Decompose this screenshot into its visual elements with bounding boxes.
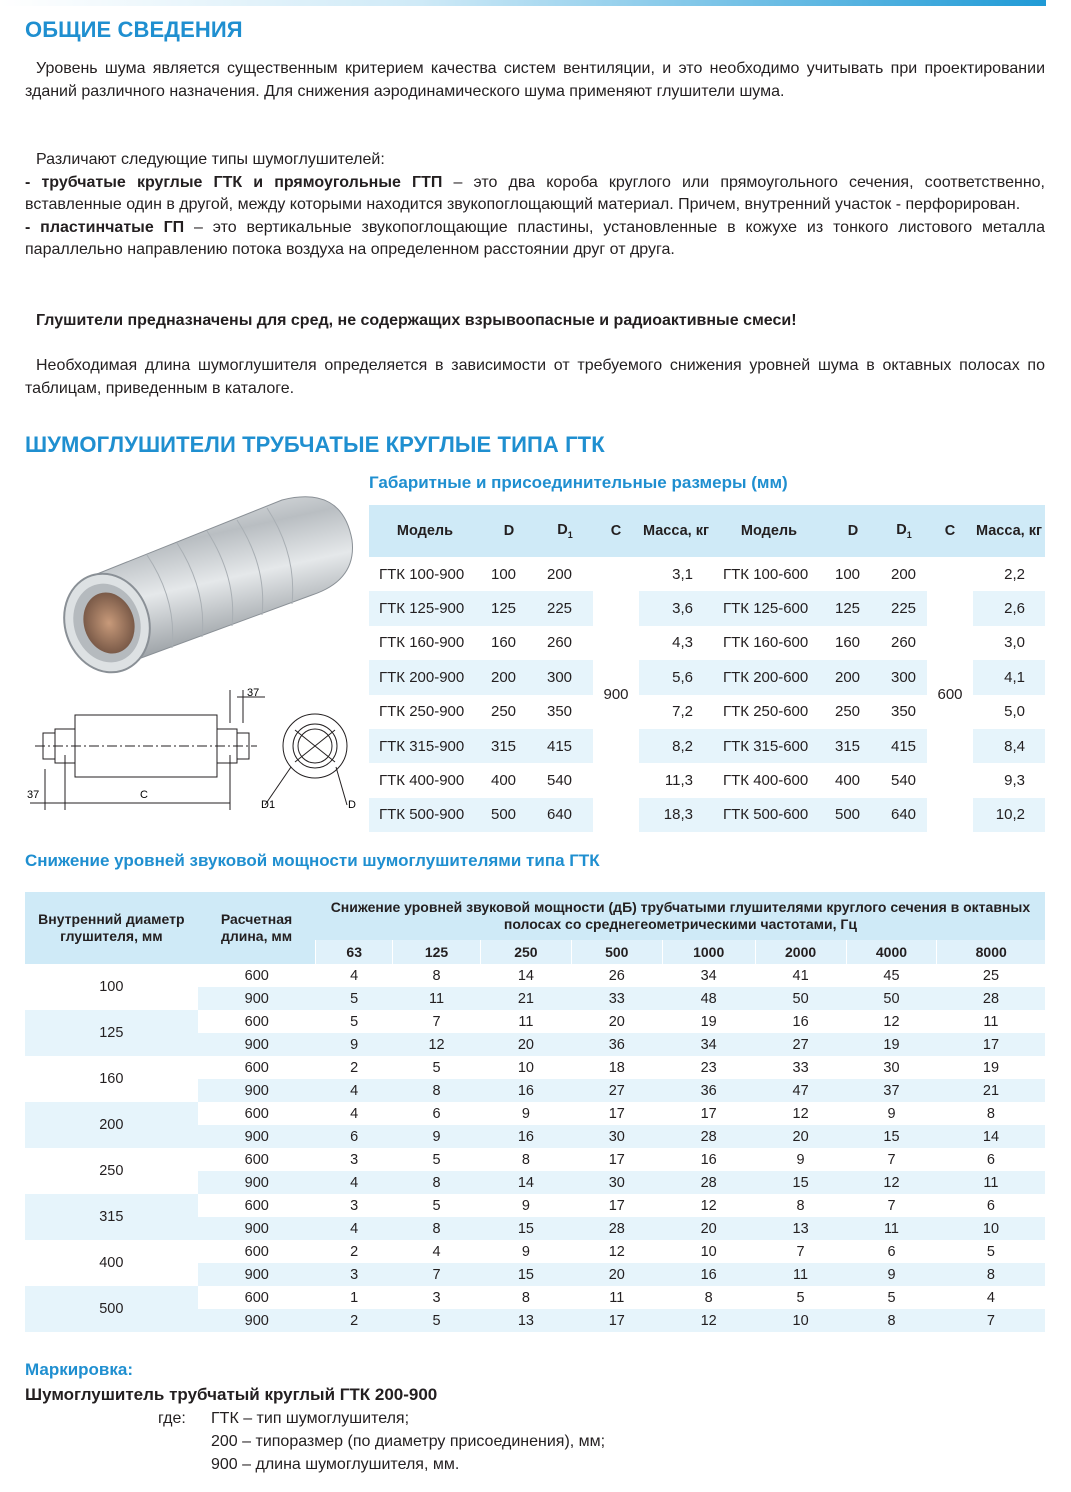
cell-value: 9 bbox=[316, 1033, 393, 1056]
cell-length: 900 bbox=[198, 1125, 316, 1148]
cell-value: 28 bbox=[662, 1171, 755, 1194]
cell-value: 7 bbox=[393, 1263, 481, 1286]
cell-length: 600 bbox=[244, 1105, 269, 1122]
cell-value: 5 bbox=[432, 1151, 441, 1168]
dim-table-header bbox=[369, 505, 1045, 557]
cell-model: ГТК 100-900 bbox=[379, 565, 465, 583]
noise-table-title: Снижение уровней звуковой мощности шумоглушителями типа ГТК bbox=[25, 851, 600, 870]
cell-value: 9 bbox=[887, 1105, 896, 1122]
cell-value: 28 bbox=[662, 1125, 755, 1148]
noise-table-row bbox=[25, 1240, 1045, 1263]
cell-value: 4 bbox=[316, 1217, 393, 1240]
header-d1: $D_1$ bbox=[537, 505, 593, 557]
marking-example: Шумоглушитель трубчатый круглый ГТК 200-900 bbox=[25, 1385, 438, 1404]
cell-value: 9 bbox=[521, 1243, 530, 1260]
cell-value: 9 bbox=[521, 1105, 530, 1122]
cell-diameter: 315 bbox=[25, 1194, 198, 1240]
cell-diameter: 200 bbox=[25, 1102, 198, 1148]
cell-model: ГТК 250-900 bbox=[379, 703, 465, 721]
intro-paragraph: Уровень шума является существенным критерием качества систем вентиляции, и это необходимо учитывать при проектировании зданий различного назначения. Для снижения аэродинамического шума применяют глушители шума. bbox=[25, 60, 1045, 100]
cell-value: 7 bbox=[887, 1197, 896, 1214]
cell-value: 30 bbox=[571, 1125, 662, 1148]
cell-value: 36 bbox=[662, 1079, 755, 1102]
cell-d1-2: 640 bbox=[881, 798, 927, 832]
cell-value: 6 bbox=[986, 1151, 995, 1168]
cell-value: 19 bbox=[846, 1033, 937, 1056]
cell-value: 9 bbox=[796, 1151, 805, 1168]
header-reduction: Снижение уровней звуковой мощности (дБ) трубчатыми глушителями круглого сечения в октавных полосах со среднегеометрическими частотами, Гц bbox=[316, 892, 1045, 940]
cell-value: 41 bbox=[792, 967, 809, 984]
cell-value: 8 bbox=[393, 1217, 481, 1240]
cell-value: 11 bbox=[393, 987, 481, 1010]
cell-mass-2: 3,0 bbox=[1004, 634, 1025, 652]
types-intro: Различают следующие типы шумоглушителей: bbox=[36, 151, 385, 168]
cell-value: 50 bbox=[755, 987, 846, 1010]
cell-value: 2 bbox=[350, 1059, 359, 1076]
dim-d1: D1 bbox=[261, 799, 276, 811]
cell-value: 5 bbox=[432, 1197, 441, 1214]
cell-value: 4 bbox=[350, 967, 359, 984]
cell-mass: 5,6 bbox=[639, 660, 713, 694]
cell-value: 20 bbox=[662, 1217, 755, 1240]
cell-d1-2: 225 bbox=[881, 591, 927, 625]
top-gradient-bar bbox=[0, 0, 1046, 6]
header-freq-500: 500 bbox=[571, 940, 662, 964]
cell-value: 3 bbox=[350, 1197, 359, 1214]
cell-value: 18 bbox=[608, 1059, 625, 1076]
cell-model-2: ГТК 250-600 bbox=[723, 703, 809, 721]
cell-value: 36 bbox=[571, 1033, 662, 1056]
cell-value: 4 bbox=[316, 1079, 393, 1102]
cell-mass-2: 4,1 bbox=[973, 660, 1045, 694]
cell-length: 900 bbox=[198, 1033, 316, 1056]
cell-value: 16 bbox=[480, 1125, 571, 1148]
cell-value: 10 bbox=[517, 1059, 534, 1076]
cell-value: 12 bbox=[393, 1033, 481, 1056]
dim-table-title: Габаритные и присоединительные размеры (мм) bbox=[369, 473, 788, 492]
silencer-photo bbox=[52, 480, 362, 680]
cell-d1: 225 bbox=[537, 591, 593, 625]
cell-value: 15 bbox=[755, 1171, 846, 1194]
cell-value: 1 bbox=[350, 1289, 359, 1306]
cell-diameter: 160 bbox=[25, 1056, 198, 1102]
cell-value: 2 bbox=[350, 1243, 359, 1260]
cell-value: 28 bbox=[937, 987, 1045, 1010]
marking-line-2: 200 – типоразмер (по диаметру присоединения), мм; bbox=[211, 1433, 606, 1450]
cell-d-2: 500 bbox=[825, 798, 881, 832]
cell-mass: 4,3 bbox=[672, 634, 693, 652]
dim-37-top: 37 bbox=[247, 687, 260, 699]
cell-value: 14 bbox=[480, 1171, 571, 1194]
cell-model-2: ГТК 200-600 bbox=[713, 660, 825, 694]
noise-table-row bbox=[25, 1148, 1045, 1171]
cell-value: 10 bbox=[755, 1309, 846, 1332]
cell-value: 20 bbox=[480, 1033, 571, 1056]
cell-d: 500 bbox=[481, 798, 537, 832]
cell-d-2: 125 bbox=[825, 591, 881, 625]
cell-mass-2: 8,4 bbox=[973, 729, 1045, 763]
dim-table-row bbox=[369, 557, 1045, 591]
cell-value: 34 bbox=[662, 1033, 755, 1056]
cell-mass-2: 2,6 bbox=[973, 591, 1045, 625]
type1-name: - трубчатые круглые ГТК и прямоугольные ГТП bbox=[25, 173, 443, 191]
cell-value: 15 bbox=[480, 1217, 571, 1240]
cell-diameter: 250 bbox=[25, 1148, 198, 1194]
cell-diameter: 125 bbox=[25, 1010, 198, 1056]
cell-value: 17 bbox=[608, 1151, 625, 1168]
cell-value: 6 bbox=[432, 1105, 441, 1122]
cell-model-2: ГТК 125-600 bbox=[713, 591, 825, 625]
cell-d-2: 100 bbox=[835, 565, 861, 583]
cell-length: 900 bbox=[198, 1079, 316, 1102]
cell-d-2: 400 bbox=[835, 772, 861, 790]
header-mass: Масса, кг bbox=[639, 505, 713, 557]
cell-value: 16 bbox=[792, 1013, 809, 1030]
cell-value: 27 bbox=[755, 1033, 846, 1056]
cell-value: 11 bbox=[609, 1289, 625, 1306]
cell-d1: 415 bbox=[537, 729, 593, 763]
dimensions-table bbox=[369, 505, 1045, 832]
header-freq-125: 125 bbox=[393, 940, 481, 964]
cell-value: 3 bbox=[350, 1151, 359, 1168]
cell-length: 600 bbox=[244, 967, 269, 984]
cell-value: 13 bbox=[480, 1309, 571, 1332]
cell-d: 400 bbox=[491, 772, 517, 790]
cell-mass: 7,2 bbox=[672, 703, 693, 721]
noise-table-row bbox=[25, 1010, 1045, 1033]
header-d: D bbox=[481, 505, 537, 557]
cell-mass-2: 5,0 bbox=[1004, 703, 1025, 721]
cell-length: 600 bbox=[244, 1289, 269, 1306]
cell-value: 12 bbox=[608, 1243, 625, 1260]
cell-value: 9 bbox=[846, 1263, 937, 1286]
type2-name: - пластинчатые ГП bbox=[25, 218, 185, 236]
header-length: Расчетная длина, мм bbox=[198, 892, 316, 964]
cell-value: 21 bbox=[937, 1079, 1045, 1102]
cell-length: 900 bbox=[198, 987, 316, 1010]
cell-model: ГТК 125-900 bbox=[369, 591, 481, 625]
cell-value: 5 bbox=[887, 1289, 896, 1306]
cell-value: 14 bbox=[937, 1125, 1045, 1148]
cell-mass: 3,6 bbox=[639, 591, 713, 625]
dim-c: C bbox=[140, 789, 148, 801]
cell-model: ГТК 200-900 bbox=[369, 660, 481, 694]
cell-d1: 300 bbox=[537, 660, 593, 694]
length-paragraph: Необходимая длина шумоглушителя определяется в зависимости от требуемого снижения уровней шума в октавных полосах по таблицам, приведенным в каталоге. bbox=[25, 357, 1045, 397]
cell-value: 11 bbox=[755, 1263, 846, 1286]
cell-value: 13 bbox=[755, 1217, 846, 1240]
cell-value: 4 bbox=[316, 1171, 393, 1194]
cell-model: ГТК 400-900 bbox=[379, 772, 465, 790]
types-paragraph bbox=[25, 149, 1045, 262]
silencer-drawing bbox=[25, 685, 365, 815]
cell-length: 900 bbox=[198, 1171, 316, 1194]
cell-mass: 8,2 bbox=[639, 729, 713, 763]
noise-table-row bbox=[25, 1286, 1045, 1309]
cell-value: 37 bbox=[846, 1079, 937, 1102]
header-freq-8000: 8000 bbox=[937, 940, 1045, 964]
header-freq-2000: 2000 bbox=[755, 940, 846, 964]
cell-value: 11 bbox=[937, 1171, 1045, 1194]
cell-value: 19 bbox=[700, 1013, 717, 1030]
cell-d1: 350 bbox=[547, 703, 573, 721]
cell-value: 33 bbox=[571, 987, 662, 1010]
cell-d1: 640 bbox=[537, 798, 593, 832]
header-freq-4000: 4000 bbox=[846, 940, 937, 964]
cell-d1-2: 200 bbox=[891, 565, 917, 583]
cell-value: 10 bbox=[700, 1243, 717, 1260]
cell-value: 17 bbox=[608, 1105, 625, 1122]
header-freq-1000: 1000 bbox=[662, 940, 755, 964]
cell-model-2: ГТК 400-600 bbox=[723, 772, 809, 790]
cell-value: 30 bbox=[883, 1059, 900, 1076]
cell-value: 7 bbox=[887, 1151, 896, 1168]
cell-c-600: 600 bbox=[927, 557, 973, 832]
cell-d1-2: 260 bbox=[891, 634, 917, 652]
cell-value: 6 bbox=[316, 1125, 393, 1148]
cell-diameter: 400 bbox=[25, 1240, 198, 1286]
cell-value: 23 bbox=[700, 1059, 717, 1076]
cell-value: 16 bbox=[662, 1263, 755, 1286]
cell-value: 34 bbox=[700, 967, 717, 984]
cell-value: 11 bbox=[846, 1217, 937, 1240]
header-d1-2: $D_1$ bbox=[881, 505, 927, 557]
header-c-2: C bbox=[927, 505, 973, 557]
cell-length: 900 bbox=[198, 1263, 316, 1286]
section-title-gtk: ШУМОГЛУШИТЕЛИ ТРУБЧАТЫЕ КРУГЛЫЕ ТИПА ГТК bbox=[25, 432, 605, 457]
cell-value: 45 bbox=[883, 967, 900, 984]
marking-title: Маркировка: bbox=[25, 1360, 134, 1379]
cell-value: 26 bbox=[608, 967, 625, 984]
header-diameter: Внутренний диаметр глушителя, мм bbox=[25, 892, 198, 964]
cell-value: 8 bbox=[393, 1171, 481, 1194]
cell-value: 15 bbox=[480, 1263, 571, 1286]
cell-value: 10 bbox=[937, 1217, 1045, 1240]
cell-value: 20 bbox=[755, 1125, 846, 1148]
cell-model-2: ГТК 100-600 bbox=[723, 565, 809, 583]
cell-d-2: 160 bbox=[835, 634, 861, 652]
cell-mass: 11,3 bbox=[664, 772, 693, 790]
cell-length: 600 bbox=[244, 1013, 269, 1030]
cell-value: 5 bbox=[393, 1309, 481, 1332]
cell-value: 6 bbox=[986, 1197, 995, 1214]
cell-value: 9 bbox=[521, 1197, 530, 1214]
cell-value: 6 bbox=[887, 1243, 896, 1260]
cell-value: 8 bbox=[704, 1289, 713, 1306]
cell-length: 600 bbox=[244, 1151, 269, 1168]
cell-value: 28 bbox=[571, 1217, 662, 1240]
type1-description: – это два короба круглого или прямоугольного сечения, соответственно, вставленные один в другой, между которыми находится звукопоглощающий материал. Причем, внутренний участок - перфорирован. bbox=[25, 173, 1045, 213]
cell-value: 33 bbox=[792, 1059, 809, 1076]
cell-value: 47 bbox=[755, 1079, 846, 1102]
noise-table-row bbox=[25, 1102, 1045, 1125]
cell-value: 25 bbox=[982, 967, 1000, 984]
cell-value: 3 bbox=[432, 1289, 441, 1306]
cell-d1-2: 300 bbox=[881, 660, 927, 694]
header-d-2: D bbox=[825, 505, 881, 557]
header-mass-2: Масса, кг bbox=[973, 505, 1045, 557]
cell-value: 9 bbox=[393, 1125, 481, 1148]
cell-value: 14 bbox=[517, 967, 534, 984]
cell-value: 11 bbox=[983, 1013, 999, 1030]
cell-model-2: ГТК 500-600 bbox=[713, 798, 825, 832]
cell-value: 15 bbox=[846, 1125, 937, 1148]
header-freq-63: 63 bbox=[316, 940, 393, 964]
cell-value: 5 bbox=[432, 1059, 441, 1076]
header-model: Модель bbox=[369, 505, 481, 557]
cell-value: 8 bbox=[796, 1197, 805, 1214]
cell-d1-2: 540 bbox=[891, 772, 917, 790]
cell-d1-2: 415 bbox=[881, 729, 927, 763]
cell-value: 20 bbox=[608, 1013, 625, 1030]
cell-value: 12 bbox=[662, 1309, 755, 1332]
cell-value: 8 bbox=[986, 1105, 995, 1122]
cell-diameter: 500 bbox=[25, 1286, 198, 1332]
cell-value: 20 bbox=[571, 1263, 662, 1286]
cell-value: 17 bbox=[700, 1105, 717, 1122]
noise-table-row bbox=[25, 964, 1045, 987]
cell-model: ГТК 160-900 bbox=[379, 634, 465, 652]
cell-value: 11 bbox=[518, 1013, 534, 1030]
cell-value: 4 bbox=[432, 1243, 441, 1260]
cell-value: 8 bbox=[432, 967, 441, 984]
cell-value: 4 bbox=[986, 1289, 995, 1306]
cell-value: 7 bbox=[796, 1243, 805, 1260]
cell-d-2: 200 bbox=[825, 660, 881, 694]
cell-model-2: ГТК 315-600 bbox=[713, 729, 825, 763]
cell-length: 600 bbox=[244, 1243, 269, 1260]
header-c: C bbox=[593, 505, 639, 557]
cell-value: 5 bbox=[350, 1013, 359, 1030]
cell-mass-2: 10,2 bbox=[973, 798, 1045, 832]
cell-value: 2 bbox=[316, 1309, 393, 1332]
noise-reduction-table bbox=[25, 892, 1045, 1332]
cell-d1: 260 bbox=[547, 634, 573, 652]
cell-value: 3 bbox=[316, 1263, 393, 1286]
cell-diameter: 100 bbox=[25, 964, 198, 1010]
cell-mass-2: 2,2 bbox=[1004, 565, 1025, 583]
cell-d1: 200 bbox=[547, 565, 573, 583]
cell-value: 5 bbox=[986, 1243, 995, 1260]
marking-line-3: 900 – длина шумоглушителя, мм. bbox=[211, 1456, 460, 1473]
cell-c-900: 900 bbox=[593, 557, 639, 832]
noise-table-row bbox=[25, 1056, 1045, 1079]
noise-table-row bbox=[25, 1194, 1045, 1217]
cell-d: 160 bbox=[491, 634, 517, 652]
dim-37-left: 37 bbox=[27, 789, 40, 801]
cell-d1-2: 350 bbox=[891, 703, 917, 721]
cell-value: 30 bbox=[571, 1171, 662, 1194]
cell-value: 7 bbox=[432, 1013, 441, 1030]
cell-value: 17 bbox=[571, 1309, 662, 1332]
cell-value: 12 bbox=[700, 1197, 717, 1214]
cell-model: ГТК 315-900 bbox=[369, 729, 481, 763]
cell-value: 5 bbox=[796, 1289, 805, 1306]
cell-value: 12 bbox=[883, 1013, 900, 1030]
cell-value: 5 bbox=[316, 987, 393, 1010]
cell-d: 200 bbox=[481, 660, 537, 694]
cell-value: 12 bbox=[792, 1105, 809, 1122]
cell-mass: 3,1 bbox=[672, 565, 693, 583]
cell-value: 21 bbox=[480, 987, 571, 1010]
cell-value: 17 bbox=[608, 1197, 625, 1214]
cell-d: 100 bbox=[491, 565, 517, 583]
cell-length: 900 bbox=[198, 1217, 316, 1240]
section-title-general: ОБЩИЕ СВЕДЕНИЯ bbox=[25, 17, 243, 42]
cell-length: 900 bbox=[198, 1309, 316, 1332]
marking-line-1: ГТК – тип шумоглушителя; bbox=[211, 1410, 410, 1427]
cell-value: 12 bbox=[846, 1171, 937, 1194]
cell-value: 19 bbox=[982, 1059, 1000, 1076]
cell-d-2: 315 bbox=[825, 729, 881, 763]
header-model-2: Модель bbox=[713, 505, 825, 557]
cell-value: 8 bbox=[937, 1263, 1045, 1286]
cell-value: 8 bbox=[393, 1079, 481, 1102]
dim-d: D bbox=[348, 799, 356, 811]
type2-description: – это вертикальные звукопоглощающие пластины, установленные в кожухе из тонкого листового металла параллельно направлению потока воздуха на определенном расстоянии друг от друга. bbox=[25, 218, 1045, 258]
cell-length: 600 bbox=[244, 1059, 269, 1076]
cell-d1: 540 bbox=[547, 772, 573, 790]
cell-value: 4 bbox=[350, 1105, 359, 1122]
cell-d: 125 bbox=[481, 591, 537, 625]
cell-value: 27 bbox=[571, 1079, 662, 1102]
cell-model-2: ГТК 160-600 bbox=[723, 634, 809, 652]
header-freq-250: 250 bbox=[480, 940, 571, 964]
marking-where: где: bbox=[158, 1410, 186, 1427]
cell-value: 7 bbox=[937, 1309, 1045, 1332]
cell-value: 16 bbox=[480, 1079, 571, 1102]
warning-text: Глушители предназначены для сред, не содержащих взрывоопасные и радиоактивные смеси! bbox=[36, 312, 797, 329]
cell-value: 50 bbox=[846, 987, 937, 1010]
cell-value: 8 bbox=[521, 1151, 530, 1168]
cell-value: 8 bbox=[846, 1309, 937, 1332]
cell-model: ГТК 500-900 bbox=[369, 798, 481, 832]
cell-length: 600 bbox=[244, 1197, 269, 1214]
cell-value: 17 bbox=[937, 1033, 1045, 1056]
cell-d-2: 250 bbox=[835, 703, 861, 721]
cell-value: 48 bbox=[662, 987, 755, 1010]
cell-d: 250 bbox=[491, 703, 517, 721]
cell-mass: 18,3 bbox=[639, 798, 713, 832]
cell-value: 16 bbox=[700, 1151, 717, 1168]
cell-mass-2: 9,3 bbox=[1004, 772, 1025, 790]
cell-value: 8 bbox=[521, 1289, 530, 1306]
cell-d: 315 bbox=[481, 729, 537, 763]
